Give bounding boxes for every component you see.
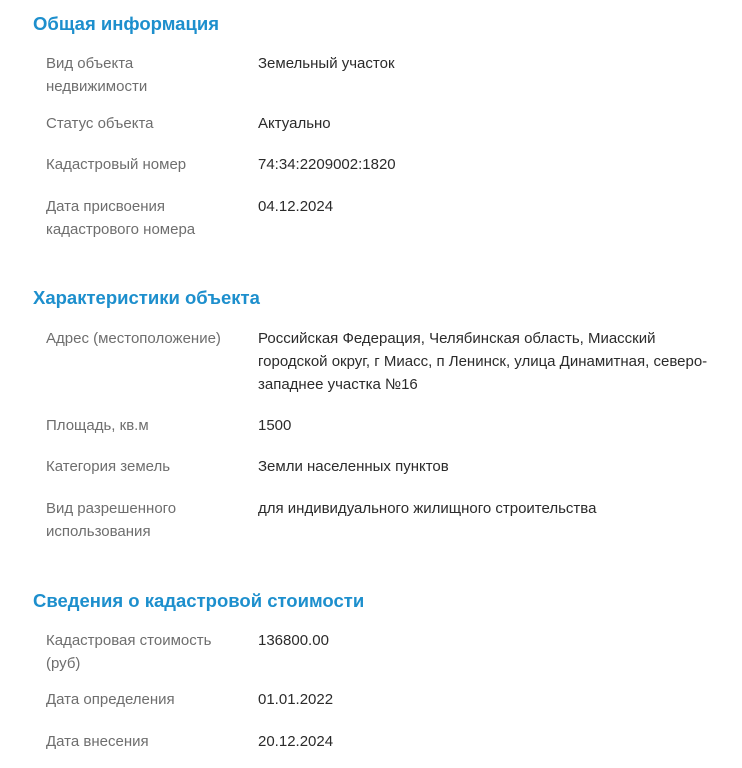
permitted-use-value: для индивидуального жилищного строительства — [258, 500, 597, 517]
cadastral-number-date-value: 04.12.2024 — [258, 198, 334, 215]
entry-date-value: 20.12.2024 — [258, 733, 334, 750]
object-type-value: Земельный участок — [258, 55, 395, 72]
determination-date-label: Дата определения — [46, 691, 175, 708]
permitted-use-label: Вид разрешенного использования — [46, 500, 177, 540]
cadastral-number-value: 74:34:2209002:1820 — [258, 156, 396, 173]
cadastral-number-label: Кадастровый номер — [46, 156, 187, 173]
characteristics-title: Характеристики объекта — [33, 287, 260, 308]
cadastral-value-value: 136800.00 — [258, 632, 329, 649]
area-label: Площадь, кв.м — [46, 417, 149, 434]
area-value: 1500 — [258, 417, 292, 434]
address-value: Российская Федерация, Челябинская область, Миасский городской округ, г Миасс, п Ленинск, улица Динамитная, северо-западнее участка №16 — [258, 330, 708, 393]
general-info-title: Общая информация — [33, 13, 219, 34]
cadastral-value-label: Кадастровая стоимость (руб) — [46, 632, 212, 672]
address-label: Адрес (местоположение) — [46, 330, 221, 347]
object-status-label: Статус объекта — [46, 115, 154, 132]
object-status-value: Актуально — [258, 115, 331, 132]
object-type-label: Вид объекта недвижимости — [46, 55, 148, 95]
land-category-label: Категория земель — [46, 458, 171, 475]
cadastral-value-title: Сведения о кадастровой стоимости — [33, 590, 365, 611]
entry-date-label: Дата внесения — [46, 733, 149, 750]
cadastral-number-date-label: Дата присвоения кадастрового номера — [46, 198, 196, 238]
land-category-value: Земли населенных пунктов — [258, 458, 449, 475]
determination-date-value: 01.01.2022 — [258, 691, 334, 708]
